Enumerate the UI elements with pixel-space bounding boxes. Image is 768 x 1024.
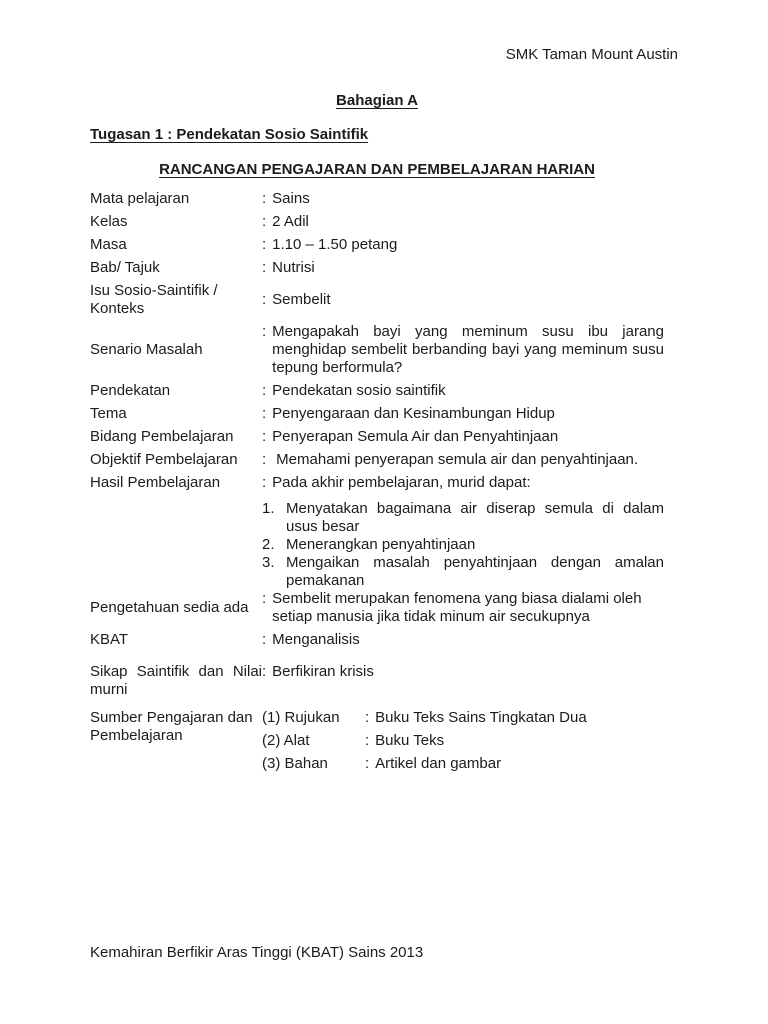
list-item-text: Menerangkan penyahtinjaan	[286, 536, 476, 553]
field-row-sumber-pengajaran	[90, 709, 664, 778]
sumber-subtable	[262, 709, 664, 778]
colon: :	[262, 190, 267, 207]
field-label: Hasil Pembelajaran	[90, 474, 221, 491]
colon: :	[262, 323, 267, 340]
colon: :	[262, 590, 267, 607]
list-item-number: 1.	[262, 500, 275, 517]
colon: :	[262, 663, 267, 680]
colon: :	[262, 382, 267, 399]
list-item	[262, 536, 664, 554]
sumber-item-value: Buku Teks	[375, 732, 445, 749]
field-label: Mata pelajaran	[90, 190, 190, 207]
colon: :	[262, 291, 267, 308]
hasil-pembelajaran-list	[90, 500, 664, 590]
document-title: RANCANGAN PENGAJARAN DAN PEMBELAJARAN HARIAN	[159, 161, 595, 178]
list-item-text: Menyatakan bagaimana air diserap semula di dalam usus besar	[286, 500, 664, 535]
colon: :	[262, 213, 267, 230]
field-value: Pada akhir pembelajaran, murid dapat:	[272, 474, 531, 491]
field-label: Pengetahuan sedia ada	[90, 599, 249, 616]
field-row-pendekatan	[90, 382, 664, 400]
field-row-senario-masalah	[90, 323, 664, 377]
sumber-item-name: (1) Rujukan	[262, 709, 340, 726]
colon: :	[365, 732, 370, 749]
field-row-bab-tajuk	[90, 259, 664, 277]
field-label: Senario Masalah	[90, 341, 203, 358]
sumber-item-name: (3) Bahan	[262, 755, 328, 772]
field-label: Bidang Pembelajaran	[90, 428, 234, 445]
field-row-sikap-saintifik	[90, 663, 664, 699]
field-value: Mengapakah bayi yang meminum susu ibu jarang menghidap sembelit berbanding bayi yang meminum susu tepung berformula?	[272, 323, 664, 376]
field-row-masa	[90, 236, 664, 254]
field-label: Sumber Pengajaran dan Pembelajaran	[90, 709, 253, 744]
school-header: SMK Taman Mount Austin	[505, 46, 678, 63]
field-row-mata-pelajaran	[90, 190, 664, 208]
colon: :	[262, 259, 267, 276]
colon: :	[262, 405, 267, 422]
field-label: KBAT	[90, 631, 129, 648]
field-value: Sembelit	[272, 291, 331, 308]
field-row-tema	[90, 405, 664, 423]
sumber-item-name: (2) Alat	[262, 732, 310, 749]
section-title: Bahagian A	[336, 92, 418, 109]
list-item-number: 2.	[262, 536, 275, 553]
field-label: Isu Sosio-Saintifik / Konteks	[90, 282, 218, 317]
field-value: Sains	[272, 190, 310, 207]
field-label: Objektif Pembelajaran	[90, 451, 238, 468]
list-item	[262, 500, 664, 536]
colon: :	[262, 428, 267, 445]
sumber-item-value: Artikel dan gambar	[375, 755, 502, 772]
field-row-kbat	[90, 631, 664, 649]
page-footer: Kemahiran Berfikir Aras Tinggi (KBAT) Sains 2013	[90, 944, 424, 961]
field-label: Kelas	[90, 213, 128, 230]
field-value: Sembelit merupakan fenomena yang biasa dialami oleh setiap manusia jika tidak minum air secukupnya	[272, 590, 642, 625]
list-item-number: 3.	[262, 554, 275, 571]
colon: :	[262, 631, 267, 648]
colon: :	[262, 474, 267, 491]
list-item-text: Mengaikan masalah penyahtinjaan dengan amalan pemakanan	[286, 554, 664, 589]
field-row-hasil-pembelajaran	[90, 474, 664, 492]
field-value: 1.10 – 1.50 petang	[272, 236, 398, 253]
field-value: Menganalisis	[272, 631, 360, 648]
field-label: Bab/ Tajuk	[90, 259, 160, 276]
colon: :	[365, 709, 370, 726]
field-row-bidang-pembelajaran	[90, 428, 664, 446]
field-value: 2 Adil	[272, 213, 309, 230]
field-row-kelas	[90, 213, 664, 231]
sumber-item	[262, 732, 664, 750]
sumber-item	[262, 755, 664, 773]
list-item	[262, 554, 664, 590]
colon: :	[365, 755, 370, 772]
colon: :	[262, 236, 267, 253]
task-title: Tugasan 1 : Pendekatan Sosio Saintifik	[90, 126, 369, 143]
field-value: Penyerapan Semula Air dan Penyahtinjaan	[272, 428, 559, 445]
field-row-objektif-pembelajaran	[90, 451, 664, 469]
field-row-pengetahuan-sedia-ada	[90, 590, 664, 626]
field-label: Sikap Saintifik dan Nilai murni	[90, 663, 262, 698]
field-value: Penyengaraan dan Kesinambungan Hidup	[272, 405, 555, 422]
field-label: Tema	[90, 405, 127, 422]
colon: :	[262, 451, 267, 468]
field-value: Nutrisi	[272, 259, 315, 276]
sumber-item	[262, 709, 664, 727]
field-value: Berfikiran krisis	[272, 663, 374, 680]
lesson-plan-table	[90, 190, 664, 783]
sumber-item-value: Buku Teks Sains Tingkatan Dua	[375, 709, 587, 726]
field-value: Pendekatan sosio saintifik	[272, 382, 446, 399]
field-value: Memahami penyerapan semula air dan penyahtinjaan.	[276, 451, 639, 468]
field-row-isu-sosio-saintifik	[90, 282, 664, 318]
field-label: Pendekatan	[90, 382, 171, 399]
field-label: Masa	[90, 236, 127, 253]
